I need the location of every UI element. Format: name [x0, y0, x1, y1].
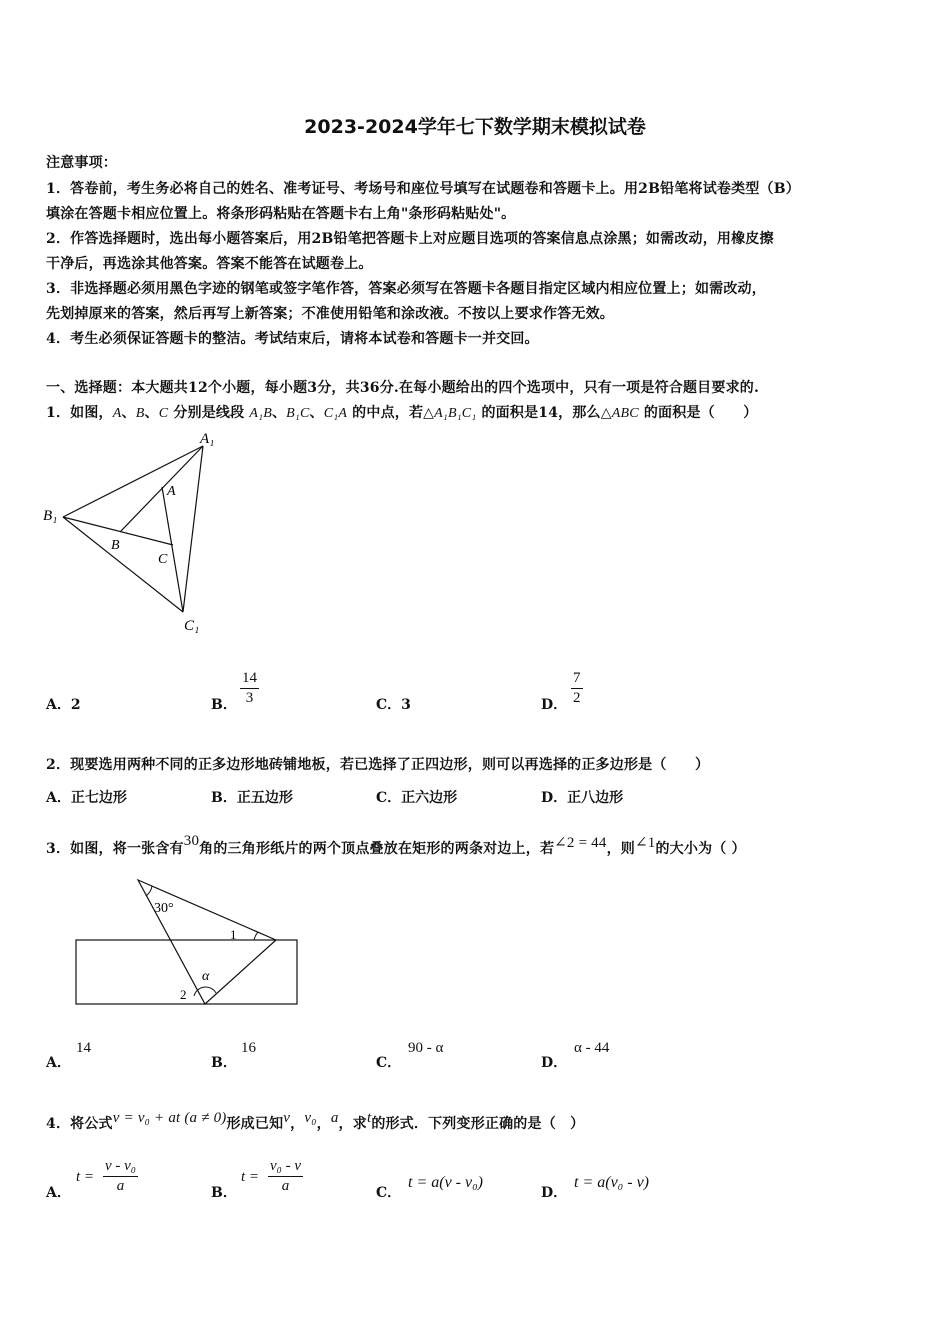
option-letter: A． — [46, 1055, 71, 1071]
label-c1: C₁ — [184, 618, 200, 634]
q2-option-b[interactable] — [211, 787, 293, 807]
fraction-numerator: 7 — [571, 670, 583, 689]
q1-triangle-figure — [40, 425, 240, 640]
q4-option-b-fraction — [268, 1158, 303, 1195]
q1-sep: 、 — [309, 405, 324, 421]
notice-line: 先划掉原来的答案，然后再写上新答案；不准使用铅笔和涂改液。不按以上要求作答无效。 — [46, 306, 614, 322]
option-letter: C． — [376, 790, 402, 806]
q1-option-d-fraction — [571, 670, 583, 707]
q4-text: 4．将公式 — [46, 1116, 113, 1132]
q4-option-b[interactable] — [211, 1182, 237, 1202]
label-a1: A₁ — [200, 431, 215, 447]
q4-var: v — [283, 1110, 291, 1126]
option-value: 2 — [70, 697, 81, 713]
notice-heading: 注意事项： — [46, 155, 117, 171]
q1-segment: B₁C — [286, 406, 310, 421]
q1-sep: 、 — [271, 405, 287, 421]
option-letter: C． — [376, 697, 402, 713]
q4-text: ，求 — [338, 1116, 367, 1132]
angle-2-arc — [194, 987, 216, 996]
line-c1a — [162, 487, 183, 612]
label-c: C — [158, 552, 168, 567]
option-letter: A． — [46, 790, 71, 806]
q3-option-b-value: 16 — [241, 1040, 256, 1056]
triangle — [138, 880, 276, 1004]
option-letter: D． — [541, 697, 568, 713]
fraction-numerator: v - v₀ — [103, 1158, 138, 1177]
q1-triangle: A₁B₁C₁ — [434, 406, 477, 421]
label-a: A — [167, 484, 176, 499]
q3-option-c-value: 90 - α — [408, 1040, 444, 1056]
q3-option-a[interactable] — [46, 1052, 71, 1072]
q1-option-b[interactable] — [211, 694, 237, 714]
fraction-denominator: a — [116, 1178, 125, 1194]
notice-line: 4．考生必须保证答题卡的整洁。考试结束后，请将本试卷和答题卡一并交回。 — [46, 331, 539, 347]
q3-text: ，则 — [606, 841, 635, 857]
angle-30-arc — [146, 886, 152, 896]
q1-option-b-fraction — [240, 670, 259, 707]
q4-option-c[interactable] — [376, 1182, 401, 1202]
option-letter: A． — [46, 1185, 71, 1201]
q4-var: v₀ — [304, 1110, 317, 1126]
label-b1: B₁ — [43, 508, 58, 524]
notice-line: 干净后，再选涂其他答案。答案不能答在试题卷上。 — [46, 256, 373, 272]
q1-text: 的面积是14，那么△ — [476, 405, 612, 421]
option-letter: B． — [211, 1055, 237, 1071]
q1-option-d[interactable] — [541, 694, 567, 714]
q3-option-d[interactable] — [541, 1052, 567, 1072]
q3-math: ∠2 = 44 — [554, 835, 607, 851]
q1-point: C — [158, 406, 169, 421]
option-value: 正八边形 — [567, 790, 624, 806]
option-value: 正五边形 — [236, 790, 293, 806]
q1-point: A — [112, 406, 122, 421]
q1-option-a[interactable] — [46, 694, 81, 714]
q4-option-c-value: t = a(v - v₀) — [408, 1174, 483, 1191]
option-letter: D． — [541, 790, 568, 806]
label-angle-1: 1 — [230, 927, 237, 942]
q4-option-a[interactable] — [46, 1182, 71, 1202]
q3-math: 30 — [183, 833, 200, 849]
option-letter: B． — [211, 697, 237, 713]
option-value: 3 — [401, 697, 411, 713]
q1-text: 的中点，若△ — [347, 405, 435, 421]
q1-text: 1．如图， — [46, 405, 113, 421]
q1-option-c[interactable] — [376, 694, 411, 714]
q3-text: 3．如图，将一张含有 — [46, 841, 184, 857]
page-title: 2023-2024学年七下数学期末模拟试卷 — [304, 116, 646, 138]
q4-sep: ， — [290, 1116, 305, 1132]
q3-text: 角的三角形纸片的两个顶点叠放在矩形的两条对边上，若 — [199, 841, 555, 857]
question-2-stem: 2．现要选用两种不同的正多边形地砖铺地板，若已选择了正四边形，则可以再选择的正多边形是（ ） — [46, 757, 710, 773]
option-letter: A． — [46, 697, 71, 713]
option-value: 正六边形 — [401, 790, 458, 806]
line-a1c1 — [183, 446, 203, 612]
q1-point: B — [135, 406, 145, 421]
q4-sep: ， — [316, 1116, 331, 1132]
q4-var: a — [330, 1110, 339, 1126]
option-letter: B． — [211, 1185, 237, 1201]
fraction-denominator: 2 — [573, 690, 581, 706]
q4-text: 形成已知 — [226, 1116, 284, 1132]
notice-line: 3．非选择题必须用黑色字迹的钢笔或签字笔作答，答案必须写在答题卡各题目指定区域内相应位置上；如需改动， — [46, 281, 766, 297]
label-30-degree: 30° — [154, 901, 174, 916]
q1-text: 的面积是（ ） — [638, 405, 758, 421]
q1-text: 分别是线段 — [168, 405, 250, 421]
section-heading: 一、选择题：本大题共12个小题，每小题3分，共36分.在每小题给出的四个选项中，只有一项是符合题目要求的. — [46, 380, 760, 396]
q4-option-d-value: t = a(v₀ - v) — [574, 1174, 649, 1191]
q3-option-a-value: 14 — [76, 1040, 91, 1056]
q1-segment: C₁A — [323, 406, 348, 421]
q4-option-b-lhs: t = — [241, 1169, 260, 1185]
q1-segment: A₁B — [249, 406, 272, 421]
q2-option-d[interactable] — [541, 787, 623, 807]
line-a1b — [120, 446, 203, 532]
label-alpha: α — [202, 969, 210, 984]
q2-option-c[interactable] — [376, 787, 457, 807]
q1-sep: 、 — [144, 405, 159, 421]
q3-text: 的大小为（ ） — [655, 841, 746, 857]
q4-var: t — [366, 1110, 372, 1126]
option-letter: B． — [211, 790, 237, 806]
q1-triangle: ABC — [611, 406, 639, 421]
q3-math: ∠1 — [635, 835, 656, 851]
line-a1b1 — [63, 446, 203, 517]
label-angle-2: 2 — [180, 987, 187, 1002]
option-letter: D． — [541, 1185, 568, 1201]
option-letter: C． — [376, 1055, 402, 1071]
q4-option-a-fraction — [103, 1158, 138, 1195]
q4-option-d[interactable] — [541, 1182, 567, 1202]
q4-text: 的形式．下列变形正确的是（ ） — [371, 1116, 585, 1132]
q4-formula: v = v₀ + at (a ≠ 0) — [112, 1110, 227, 1126]
angle-1-arc — [254, 932, 258, 940]
fraction-numerator: v₀ - v — [268, 1158, 303, 1177]
notice-line: 1．答卷前，考生务必将自己的姓名、准考证号、考场号和座位号填写在试题卷和答题卡上。用2B铅笔将试卷类型（B） — [46, 181, 800, 197]
q3-option-c[interactable] — [376, 1052, 401, 1072]
fraction-numerator: 14 — [240, 670, 259, 689]
q2-option-a[interactable] — [46, 787, 127, 807]
label-b: B — [111, 538, 120, 553]
option-letter: D． — [541, 1055, 568, 1071]
notice-line: 2．作答选择题时，选出每小题答案后，用2B铅笔把答题卡上对应题目选项的答案信息点涂黑；如需改动，用橡皮擦 — [46, 231, 774, 247]
notice-line: 填涂在答题卡相应位置上。将条形码粘贴在答题卡右上角"条形码粘贴处"。 — [46, 206, 516, 222]
question-3-stem — [46, 833, 746, 858]
q1-sep: 、 — [121, 405, 136, 421]
fraction-denominator: 3 — [245, 690, 254, 706]
question-4-stem — [46, 1110, 584, 1133]
fraction-denominator: a — [281, 1178, 290, 1194]
option-letter: C． — [376, 1185, 402, 1201]
question-1-stem — [46, 402, 757, 422]
q3-option-d-value: α - 44 — [574, 1040, 610, 1056]
option-value: 正七边形 — [70, 790, 127, 806]
q3-option-b[interactable] — [211, 1052, 237, 1072]
rectangle — [76, 940, 297, 1004]
q4-option-a-lhs: t = — [76, 1169, 95, 1185]
q3-rectangle-figure — [70, 872, 310, 1012]
